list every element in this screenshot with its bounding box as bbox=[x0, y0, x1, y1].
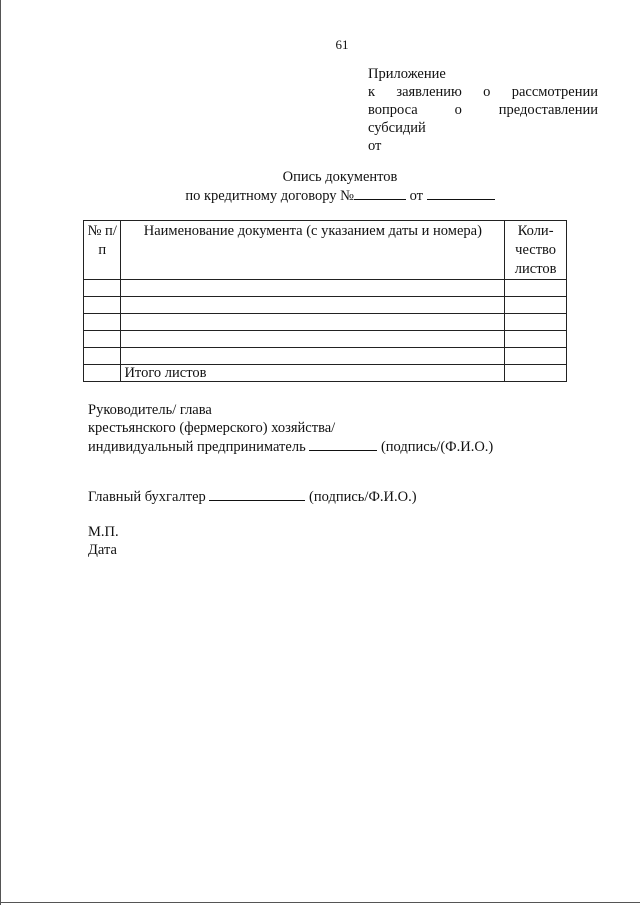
table-row bbox=[84, 331, 567, 348]
appendix-word: о bbox=[454, 102, 462, 118]
head-signature-block bbox=[88, 401, 568, 456]
table-header-row bbox=[84, 221, 567, 280]
cell-name bbox=[121, 280, 505, 297]
contract-from-label: от bbox=[409, 188, 424, 204]
cell-count bbox=[505, 331, 567, 348]
appendix-line-5: от bbox=[368, 138, 382, 154]
header-sheet-count: Коли-чество листов bbox=[505, 221, 567, 280]
cell-name bbox=[121, 297, 505, 314]
head-signature-caption: (подпись/(Ф.И.О.) bbox=[380, 439, 494, 455]
cell-number bbox=[84, 297, 121, 314]
cell-number bbox=[84, 314, 121, 331]
page-bottom-edge bbox=[0, 902, 640, 903]
appendix-line-4: субсидий bbox=[368, 120, 426, 136]
appendix-word: предоставлении bbox=[498, 102, 598, 118]
table-row bbox=[84, 314, 567, 331]
accountant-label: Главный бухгалтер bbox=[88, 489, 206, 505]
table-total-row bbox=[84, 365, 567, 382]
table-row bbox=[84, 280, 567, 297]
appendix-word: о bbox=[483, 84, 491, 100]
appendix-word: вопроса bbox=[368, 102, 418, 118]
cell-number bbox=[84, 365, 121, 382]
cell-name bbox=[121, 331, 505, 348]
cell-number bbox=[84, 331, 121, 348]
cell-count bbox=[505, 297, 567, 314]
contract-date-blank bbox=[427, 186, 495, 200]
cell-name bbox=[121, 348, 505, 365]
appendix-word: к bbox=[368, 84, 376, 100]
accountant-signature-caption: (подпись/Ф.И.О.) bbox=[309, 489, 417, 505]
appendix-line-3 bbox=[368, 101, 598, 119]
document-title bbox=[160, 168, 520, 205]
appendix-title: Приложение bbox=[368, 66, 446, 82]
cell-number bbox=[84, 280, 121, 297]
cell-number bbox=[84, 348, 121, 365]
cell-count bbox=[505, 348, 567, 365]
accountant-signature-line bbox=[88, 487, 417, 506]
appendix-word: заявлению bbox=[396, 84, 462, 100]
header-number: № п/п bbox=[84, 221, 121, 280]
cell-count bbox=[505, 280, 567, 297]
appendix-word: рассмотрении bbox=[511, 84, 598, 100]
stamp-block bbox=[88, 523, 119, 559]
header-document-name: Наименование документа (с указанием даты и номера) bbox=[121, 221, 505, 280]
documents-table bbox=[83, 220, 567, 382]
head-position-label: индивидуальный предприниматель bbox=[88, 439, 306, 455]
cell-count bbox=[505, 314, 567, 331]
stamp-label: М.П. bbox=[88, 524, 119, 540]
title-line-2 bbox=[185, 186, 494, 205]
head-title-line-2: крестьянского (фермерского) хозяйства/ bbox=[88, 420, 336, 436]
page-left-edge bbox=[0, 0, 1, 905]
date-label: Дата bbox=[88, 542, 117, 558]
head-title-line-1: Руководитель/ глава bbox=[88, 402, 212, 418]
contract-label: по кредитному договору № bbox=[185, 188, 354, 204]
total-count bbox=[505, 365, 567, 382]
accountant-signature-blank bbox=[209, 487, 305, 501]
page-number: 61 bbox=[335, 37, 349, 52]
table-row bbox=[84, 297, 567, 314]
contract-number-blank bbox=[354, 186, 406, 200]
appendix-block bbox=[368, 65, 598, 155]
table-row bbox=[84, 348, 567, 365]
cell-name bbox=[121, 314, 505, 331]
total-label: Итого листов bbox=[121, 365, 505, 382]
title-line-1: Опись документов bbox=[282, 169, 398, 185]
head-title-line-3 bbox=[88, 437, 568, 456]
appendix-line-2 bbox=[368, 83, 598, 101]
head-signature-blank bbox=[309, 437, 377, 451]
